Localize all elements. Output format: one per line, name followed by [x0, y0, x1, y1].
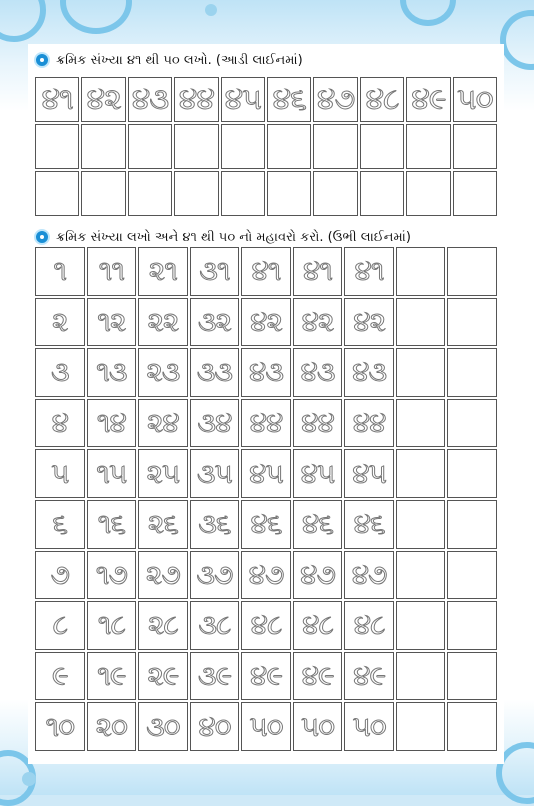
trace-cell [35, 652, 85, 701]
trace-number: ૧૭ [95, 557, 127, 591]
trace-cell [87, 449, 137, 498]
trace-cell [35, 77, 79, 122]
trace-cell [344, 652, 394, 701]
section2-heading [34, 229, 411, 245]
trace-cell [190, 601, 240, 650]
trace-cell [128, 77, 172, 122]
trace-number: ૪૪ [352, 406, 386, 440]
blank-writing-cell[interactable] [447, 551, 497, 600]
blank-writing-cell[interactable] [396, 298, 446, 347]
trace-cell [293, 500, 343, 549]
trace-number: ૪૫ [224, 82, 261, 117]
trace-cell [241, 500, 291, 549]
trace-cell [35, 399, 85, 448]
trace-cell [138, 551, 188, 600]
trace-cell [138, 652, 188, 701]
trace-number: ૨ [52, 304, 68, 338]
trace-cell [293, 247, 343, 296]
trace-number: ૨૫ [146, 456, 180, 490]
blank-writing-cell[interactable] [396, 399, 446, 448]
trace-number: ૨૬ [147, 507, 178, 541]
trace-cell [81, 77, 125, 122]
blank-writing-cell[interactable] [267, 171, 311, 216]
blank-writing-cell[interactable] [447, 702, 497, 751]
trace-number: ૪૭ [248, 557, 284, 591]
trace-number: ૫૦ [300, 709, 335, 743]
blank-writing-cell[interactable] [313, 171, 357, 216]
trace-number: ૫૦ [352, 709, 386, 743]
trace-number: ૬ [52, 507, 68, 541]
trace-cell [87, 601, 137, 650]
trace-number: ૪૫ [352, 456, 386, 490]
trace-number: ૪૨ [353, 304, 385, 338]
trace-cell [190, 500, 240, 549]
trace-cell [87, 247, 137, 296]
trace-cell [241, 652, 291, 701]
trace-cell [190, 247, 240, 296]
trace-cell [241, 551, 291, 600]
trace-cell [344, 399, 394, 448]
trace-number: ૨૭ [145, 557, 180, 591]
trace-number: ૪૧ [41, 82, 73, 117]
blank-writing-cell[interactable] [35, 124, 79, 169]
trace-cell [406, 77, 450, 122]
trace-number: ૪૯ [411, 82, 446, 117]
trace-number: ૨૮ [147, 608, 178, 642]
trace-number: ૪૪ [249, 406, 283, 440]
trace-cell [35, 449, 85, 498]
trace-number: ૪૬ [272, 82, 306, 117]
trace-number: ૪૨ [301, 304, 334, 338]
trace-cell [190, 449, 240, 498]
blank-writing-cell[interactable] [81, 171, 125, 216]
trace-cell [241, 298, 291, 347]
trace-number: ૩૩ [196, 355, 233, 389]
trace-number: ૧૧ [98, 254, 125, 288]
trace-number: ૩૫ [196, 456, 232, 490]
trace-cell [344, 348, 394, 397]
trace-cell [344, 702, 394, 751]
trace-cell [138, 348, 188, 397]
trace-cell [344, 601, 394, 650]
trace-cell [138, 500, 188, 549]
bubble-dot [205, 4, 217, 16]
trace-cell [241, 348, 291, 397]
trace-number: ૪૭ [316, 82, 355, 117]
blank-writing-cell[interactable] [453, 124, 497, 169]
trace-cell [267, 77, 311, 122]
trace-number: ૩૪ [197, 406, 232, 440]
trace-cell [35, 702, 85, 751]
trace-number: ૪૨ [250, 304, 282, 338]
trace-number: ૮ [52, 608, 67, 642]
trace-cell [138, 601, 188, 650]
blank-writing-cell[interactable] [447, 247, 497, 296]
trace-cell [35, 348, 85, 397]
blank-writing-cell[interactable] [396, 551, 446, 600]
blank-writing-cell[interactable] [360, 171, 404, 216]
trace-number: ૩૦ [146, 709, 180, 743]
section1-heading [34, 52, 303, 68]
trace-cell [241, 449, 291, 498]
trace-cell [138, 298, 188, 347]
trace-number: ૩૨ [197, 304, 231, 338]
blank-writing-cell[interactable] [396, 702, 446, 751]
blank-writing-cell[interactable] [174, 171, 218, 216]
trace-cell [190, 348, 240, 397]
trace-number: ૨૧ [148, 254, 177, 288]
trace-number: ૪૩ [131, 82, 169, 117]
trace-number: ૨૨ [147, 304, 179, 338]
trace-number: ૪૧ [303, 254, 333, 288]
trace-cell [344, 449, 394, 498]
trace-cell [190, 652, 240, 701]
trace-number: ૧૦ [45, 709, 75, 743]
trace-number: ૧૬ [97, 507, 126, 541]
trace-cell [293, 298, 343, 347]
trace-number: ૫ [51, 456, 69, 490]
trace-number: ૪૭ [300, 557, 335, 591]
trace-cell [344, 298, 394, 347]
trace-cell [293, 348, 343, 397]
blank-writing-cell[interactable] [396, 449, 446, 498]
trace-cell [241, 702, 291, 751]
trace-cell [87, 399, 137, 448]
trace-number: ૨૪ [146, 406, 179, 440]
trace-cell [87, 500, 137, 549]
section2-heading-text: ક્રમિક સંખ્યા લખો અને ૪૧ થી ૫૦ નો મહાવરો કરો. (ઉભી લાઈનમાં) [56, 229, 411, 245]
trace-number: ૩૧ [199, 254, 230, 288]
trace-number: ૪૪ [178, 82, 214, 117]
trace-number: ૪૯ [250, 659, 282, 693]
trace-cell [293, 601, 343, 650]
trace-number: ૪૮ [365, 82, 399, 117]
trace-cell [190, 399, 240, 448]
blank-writing-cell[interactable] [396, 348, 446, 397]
trace-cell [138, 399, 188, 448]
trace-number: ૪૨ [86, 82, 121, 117]
blank-writing-cell[interactable] [447, 298, 497, 347]
trace-number: ૪ [51, 406, 68, 440]
blank-writing-cell[interactable] [453, 171, 497, 216]
trace-number: ૭ [50, 557, 69, 591]
trace-cell [174, 77, 218, 122]
trace-cell [87, 348, 137, 397]
trace-number: ૪૬ [353, 507, 385, 541]
blank-writing-cell[interactable] [447, 601, 497, 650]
trace-number: ૪૮ [302, 608, 333, 642]
blank-writing-cell[interactable] [447, 348, 497, 397]
trace-cell [87, 702, 137, 751]
trace-cell [293, 551, 343, 600]
trace-number: ૪૫ [300, 456, 335, 490]
section1-grid [34, 76, 498, 217]
trace-number: ૪૧ [354, 254, 384, 288]
trace-number: ૨૯ [147, 659, 179, 693]
trace-number: ૧૯ [97, 659, 126, 693]
blank-writing-cell[interactable] [35, 171, 79, 216]
trace-cell [190, 551, 240, 600]
trace-number: ૪૭ [351, 557, 387, 591]
trace-number: ૩૮ [198, 608, 231, 642]
trace-number: ૪૮ [353, 608, 385, 642]
blank-writing-cell[interactable] [447, 500, 497, 549]
trace-cell [313, 77, 357, 122]
trace-number: ૪૯ [353, 659, 386, 693]
trace-cell [293, 449, 343, 498]
blank-writing-cell[interactable] [81, 124, 125, 169]
trace-number: ૪૬ [250, 507, 282, 541]
trace-cell [344, 247, 394, 296]
trace-cell [453, 77, 497, 122]
blank-writing-cell[interactable] [396, 247, 446, 296]
trace-cell [35, 247, 85, 296]
blank-writing-cell[interactable] [396, 601, 446, 650]
trace-number: ૧૪ [96, 406, 126, 440]
trace-cell [293, 399, 343, 448]
blank-writing-cell[interactable] [396, 652, 446, 701]
trace-number: ૪૩ [248, 355, 283, 389]
trace-number: ૨૩ [146, 355, 180, 389]
trace-number: ૪૬ [302, 507, 334, 541]
trace-number: ૪૫ [249, 456, 283, 490]
trace-cell [293, 702, 343, 751]
trace-cell [87, 298, 137, 347]
trace-cell [221, 77, 265, 122]
blank-writing-cell[interactable] [447, 652, 497, 701]
trace-cell [344, 500, 394, 549]
trace-cell [190, 298, 240, 347]
trace-number: ૫૦ [249, 709, 283, 743]
blank-writing-cell[interactable] [447, 399, 497, 448]
trace-number: ૫૦ [456, 82, 493, 117]
trace-cell [344, 551, 394, 600]
bullet-icon [34, 52, 50, 68]
trace-cell [241, 601, 291, 650]
blank-writing-cell[interactable] [221, 124, 265, 169]
trace-number: ૪૩ [300, 355, 335, 389]
blank-writing-cell[interactable] [267, 124, 311, 169]
blank-writing-cell[interactable] [128, 124, 172, 169]
trace-number: ૨૦ [95, 709, 127, 743]
trace-cell [35, 551, 85, 600]
trace-number: ૧૩ [96, 355, 127, 389]
bubble-dot [22, 772, 36, 786]
trace-cell [35, 601, 85, 650]
trace-number: ૪૯ [301, 659, 334, 693]
trace-cell [360, 77, 404, 122]
trace-number: ૪૧ [251, 254, 281, 288]
trace-number: ૩ [50, 355, 69, 389]
trace-number: ૪૩ [352, 355, 387, 389]
trace-cell [293, 652, 343, 701]
trace-number: ૩૯ [197, 659, 232, 693]
trace-number: ૩૬ [198, 507, 231, 541]
trace-number: ૧૮ [97, 608, 125, 642]
trace-number: ૪૦ [198, 709, 231, 743]
trace-number: ૧૨ [97, 304, 126, 338]
trace-cell [138, 449, 188, 498]
section1-heading-text: ક્રમિક સંખ્યા ૪૧ થી ૫૦ લખો. (આડી લાઈનમાં) [56, 52, 303, 68]
trace-cell [241, 399, 291, 448]
trace-number: ૪૪ [301, 406, 334, 440]
trace-number: ૧ [53, 254, 67, 288]
blank-writing-cell[interactable] [174, 124, 218, 169]
trace-number: ૯ [51, 659, 68, 693]
blank-writing-cell[interactable] [360, 124, 404, 169]
trace-cell [35, 298, 85, 347]
blank-writing-cell[interactable] [406, 124, 450, 169]
trace-cell [138, 247, 188, 296]
trace-number: ૩૭ [196, 557, 233, 591]
trace-cell [87, 551, 137, 600]
section2-grid [34, 246, 498, 752]
bullet-icon [34, 229, 50, 245]
trace-cell [35, 500, 85, 549]
blank-writing-cell[interactable] [396, 500, 446, 549]
trace-number: ૪૮ [250, 608, 282, 642]
trace-cell [190, 702, 240, 751]
trace-cell [241, 247, 291, 296]
trace-number: ૧૫ [96, 456, 127, 490]
trace-cell [138, 702, 188, 751]
blank-writing-cell[interactable] [313, 124, 357, 169]
blank-writing-cell[interactable] [447, 449, 497, 498]
blank-writing-cell[interactable] [128, 171, 172, 216]
blank-writing-cell[interactable] [406, 171, 450, 216]
trace-cell [87, 652, 137, 701]
blank-writing-cell[interactable] [221, 171, 265, 216]
